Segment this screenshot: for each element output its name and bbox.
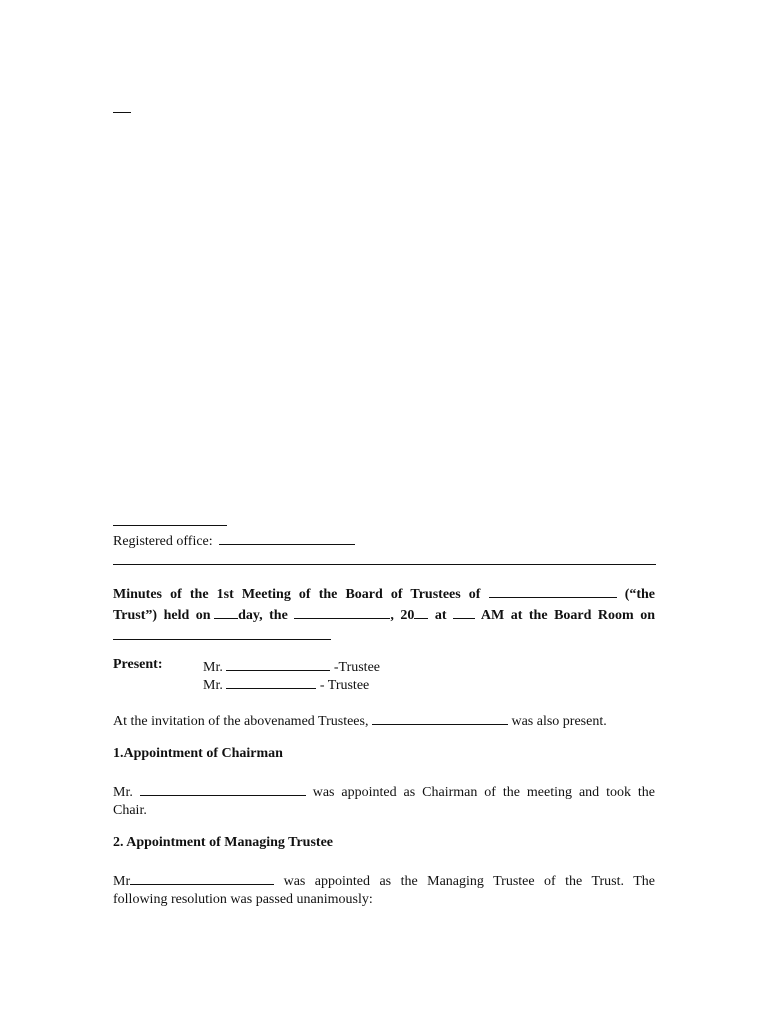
- present-role-1: -Trustee: [333, 660, 380, 675]
- registered-office-line: [113, 530, 355, 551]
- present-mr-1: Mr.: [203, 660, 223, 675]
- minutes-line-2: [113, 604, 655, 625]
- minutes-text-2d: at: [434, 608, 447, 623]
- section-2-text: was appointed as the Managing Trustee of the Trust. The: [283, 874, 655, 889]
- section-1-mr: Mr.: [113, 785, 133, 800]
- registered-office-label: Registered office:: [113, 534, 213, 549]
- section-2-mr: Mr: [113, 874, 131, 889]
- time-blank: [453, 604, 475, 619]
- trustee-1-name-blank: [226, 656, 330, 671]
- section-2-line-2: following resolution was passed unanimously:: [113, 892, 373, 907]
- company-name-blank-line: [113, 511, 227, 532]
- date-blank: [294, 604, 390, 619]
- invitation-text-a: At the invitation of the abovenamed Trustees,: [113, 714, 369, 729]
- invitation-line: [113, 710, 607, 731]
- present-row-1: [113, 656, 513, 674]
- chairman-name-blank: [140, 781, 306, 796]
- minutes-text-2e: AM at the Board Room on: [480, 608, 656, 623]
- managing-trustee-name-blank: [130, 870, 274, 885]
- present-label: Present:: [113, 657, 163, 672]
- trust-name-blank: [489, 583, 617, 598]
- minutes-heading: [113, 583, 655, 646]
- section-1-text: was appointed as Chairman of the meeting and took the: [312, 785, 656, 800]
- minutes-text-2b: day, the: [238, 608, 288, 623]
- present-trustee-2: [203, 674, 369, 695]
- company-name-blank: [113, 511, 227, 526]
- section-1-line-2: Chair.: [113, 803, 147, 818]
- minutes-text-2c: , 20: [390, 608, 415, 623]
- present-role-2: - Trustee: [319, 678, 370, 693]
- minutes-text-1b: (“the: [624, 587, 656, 602]
- minutes-text-2a: Trust”) held on: [113, 608, 211, 623]
- minutes-line-1: [113, 583, 655, 604]
- registered-office-blank: [219, 530, 355, 545]
- section-2-paragraph: [113, 870, 655, 909]
- section-2-line-1: [113, 870, 655, 891]
- section-2-mr-group: [113, 874, 274, 889]
- venue-blank: [113, 625, 331, 640]
- section-1-heading: 1.Appointment of Chairman: [113, 746, 283, 761]
- top-blank-mark: [113, 100, 131, 113]
- present-mr-2: Mr.: [203, 678, 223, 693]
- section-1-paragraph: [113, 781, 655, 820]
- section-1-line-1: [113, 781, 655, 802]
- day-blank: [214, 604, 238, 619]
- invitee-name-blank: [372, 710, 508, 725]
- trustee-2-name-blank: [226, 674, 316, 689]
- horizontal-rule: [113, 564, 656, 565]
- minutes-line-3: [113, 625, 655, 646]
- invitation-text-b: was also present.: [511, 714, 607, 729]
- present-row-2: [113, 674, 513, 692]
- year-blank: [414, 604, 428, 619]
- section-2-heading: 2. Appointment of Managing Trustee: [113, 835, 333, 850]
- minutes-text-1a: Minutes of the 1st Meeting of the Board of Trustees of: [113, 587, 481, 602]
